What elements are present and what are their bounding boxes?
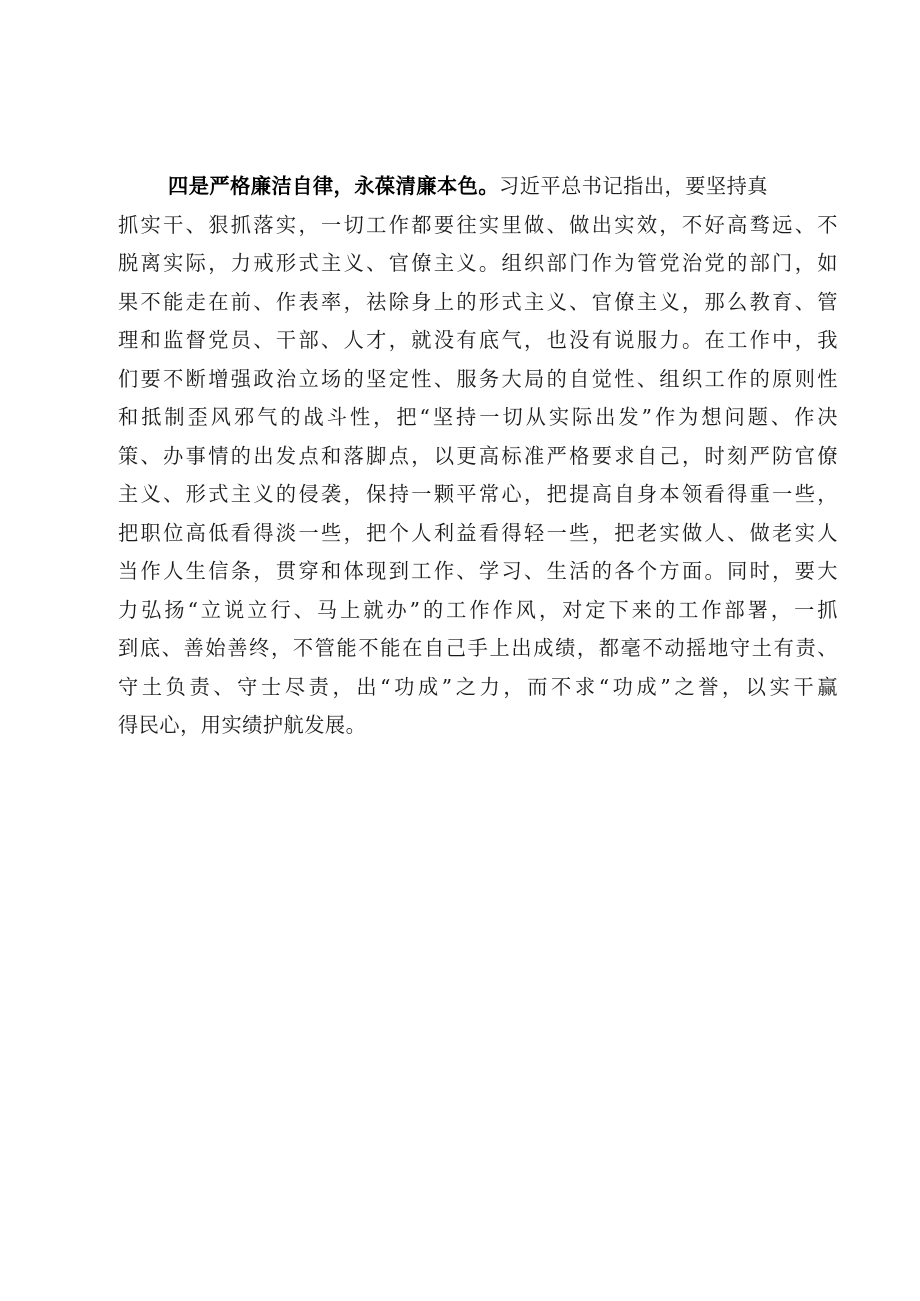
paragraph-line-11	[118, 552, 838, 591]
paragraph-line-text: 主义、形式主义的侵袭，保持一颗平常心，把提高自身本领看得重一些，	[118, 482, 838, 506]
paragraph-line-text: 果不能走在前、作表率，祛除身上的形式主义、官僚主义，那么教育、管	[118, 289, 838, 314]
paragraph-line-text: 们要不断增强政治立场的坚定性、服务大局的自觉性、组织工作的原则性	[118, 366, 838, 391]
paragraph-line-7	[118, 398, 838, 437]
paragraph-line-text: 得民心，用实绩护航发展。	[118, 713, 367, 737]
paragraph-line-text: 到底、善始善终，不管能不能在自己手上出成绩，都毫不动摇地守土有责、	[118, 636, 838, 660]
paragraph-line-text: 策、办事情的出发点和落脚点，以更高标准严格要求自己，时刻严防官僚	[118, 443, 838, 468]
paragraph-line-text: 把职位高低看得淡一些，把个人利益看得轻一些，把老实做人、做老实人	[118, 520, 838, 545]
paragraph-line-13	[118, 629, 838, 668]
paragraph-line-text: 和抵制歪风邪气的战斗性，把“坚持一切从实际出发”作为想问题、作决	[118, 405, 838, 429]
paragraph-line-text: 抓实干、狠抓落实，一切工作都要往实里做、做出实效，不好高骛远、不	[118, 212, 838, 237]
paragraph-line-4	[118, 283, 838, 322]
paragraph-line-text: 习近平总书记指出，要坚持真	[499, 174, 768, 198]
paragraph-line-10	[118, 514, 838, 553]
paragraph-line-5	[118, 321, 838, 360]
paragraph-heading: 四是严格廉洁自律，永葆清廉本色。	[168, 174, 500, 198]
paragraph-line-15	[118, 706, 838, 745]
paragraph-line-text: 理和监督党员、干部、人才，就没有底气，也没有说服力。在工作中，我	[118, 328, 838, 352]
paragraph-line-1	[118, 167, 838, 206]
paragraph-line-text: 力弘扬“立说立行、马上就办”的工作作风，对定下来的工作部署，一抓	[118, 597, 838, 622]
paragraph-line-14	[118, 668, 838, 707]
paragraph-line-6	[118, 360, 838, 399]
paragraph-line-3	[118, 244, 838, 283]
paragraph-line-text: 当作人生信条，贯穿和体现到工作、学习、生活的各个方面。同时，要大	[118, 559, 838, 583]
paragraph-line-text: 脱离实际，力戒形式主义、官僚主义。组织部门作为管党治党的部门，如	[118, 251, 838, 275]
paragraph-line-12	[118, 591, 838, 630]
paragraph-line-text: 守土负责、守士尽责，出“功成”之力，而不求“功成”之誉，以实干赢	[118, 674, 838, 699]
paragraph	[118, 167, 838, 745]
paragraph-line-9	[118, 475, 838, 514]
paragraph-line-8	[118, 437, 838, 476]
paragraph-line-2	[118, 206, 838, 245]
